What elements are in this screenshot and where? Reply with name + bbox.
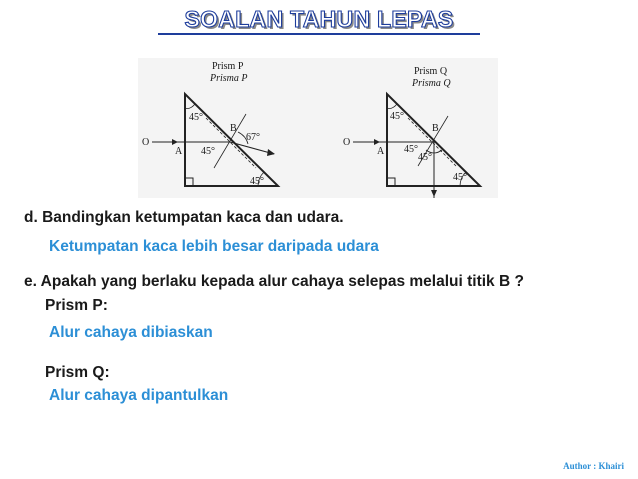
prism-q-point-o: O — [343, 137, 351, 148]
prism-p-angle-top: 45° — [189, 112, 203, 123]
prism-p-point-b: B — [230, 123, 237, 134]
prism-q-angle-bottom: 45° — [453, 172, 467, 183]
prism-p-figure — [142, 61, 278, 187]
prism-p-point-a: A — [175, 146, 183, 157]
title-underline — [158, 33, 480, 35]
answer-d: Ketumpatan kaca lebih besar daripada udara — [49, 238, 379, 255]
answer-e-prism-p: Alur cahaya dibiaskan — [49, 324, 213, 341]
answer-e-prism-q: Alur cahaya dipantulkan — [49, 387, 229, 404]
prism-q-point-a: A — [377, 146, 385, 157]
prism-p-label: Prism P: — [45, 297, 108, 314]
prism-q-angle-a: 45° — [404, 144, 418, 155]
prism-p-name-malay: Prisma P — [210, 73, 248, 84]
prism-p-angle-a: 45° — [201, 146, 215, 157]
question-d: d. Bandingkan ketumpatan kaca dan udara. — [24, 209, 344, 226]
prism-diagram — [138, 58, 498, 198]
prism-q-name-malay: Prisma Q — [412, 78, 451, 89]
page-title: SOALAN TAHUN LEPAS — [184, 6, 454, 32]
prism-q-angle-b: 45° — [418, 152, 432, 163]
prism-p-angle-bottom: 45° — [250, 176, 264, 187]
question-e: e. Apakah yang berlaku kepada alur cahaya selepas melalui titik B ? — [24, 273, 524, 290]
prism-q-angle-top: 45° — [390, 111, 404, 122]
prism-q-label: Prism Q: — [45, 364, 110, 381]
author-credit: Author : Khairi — [563, 461, 624, 471]
prism-p-name: Prism P — [212, 61, 244, 72]
prism-p-point-o: O — [142, 137, 150, 148]
prism-p-angle-refracted: 67° — [246, 132, 260, 143]
prism-q-point-b: B — [432, 123, 439, 134]
prism-q-name: Prism Q — [414, 66, 448, 77]
prism-q-figure — [343, 66, 480, 198]
